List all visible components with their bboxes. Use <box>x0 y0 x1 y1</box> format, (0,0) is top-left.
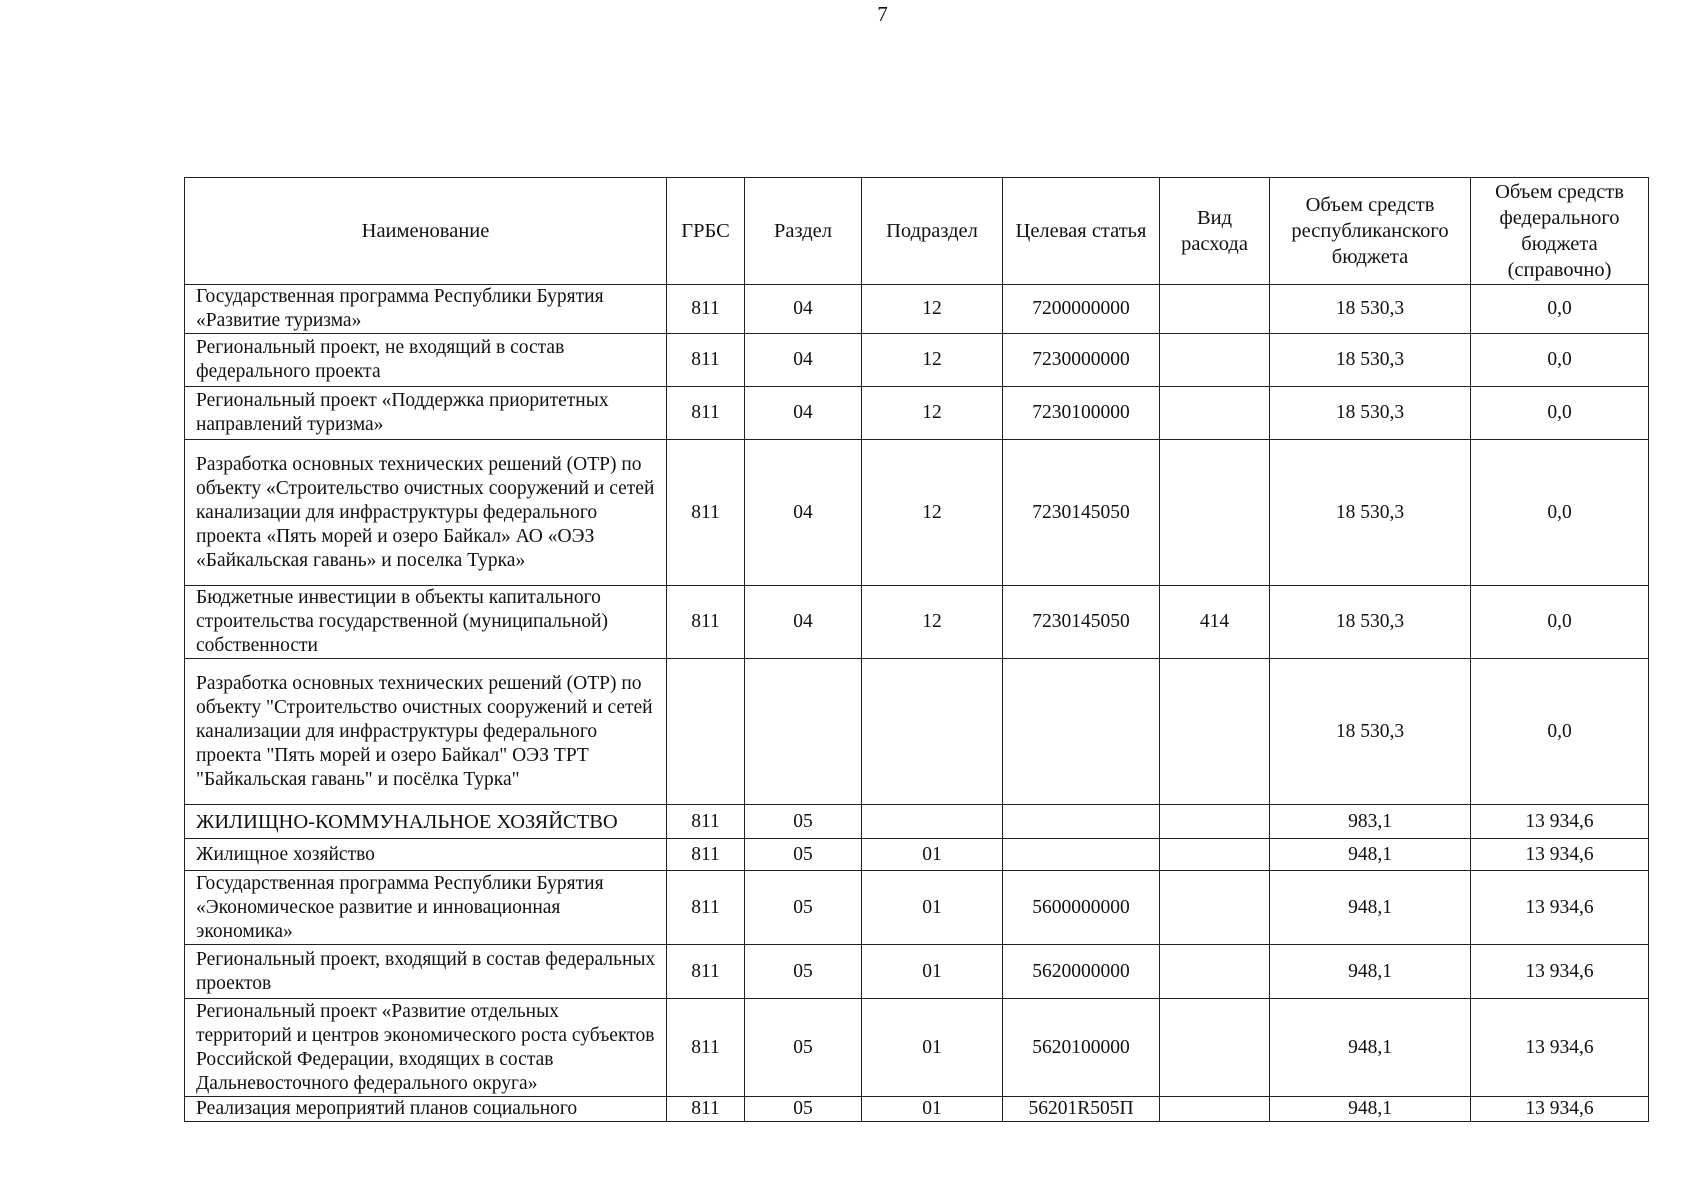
cell-name: Государственная программа Республики Бурятия «Развитие туризма» <box>185 285 667 334</box>
cell-federal: 13 934,6 <box>1471 945 1649 999</box>
cell-name: ЖИЛИЩНО-КОММУНАЛЬНОЕ ХОЗЯЙСТВО <box>185 805 667 839</box>
cell-subsection: 01 <box>862 839 1003 871</box>
cell-name: Жилищное хозяйство <box>185 839 667 871</box>
cell-section: 05 <box>745 805 862 839</box>
cell-subsection: 01 <box>862 871 1003 945</box>
cell-name: Разработка основных технических решений (ОТР) по объекту "Строительство очистных сооружений и сетей канализации для инфраструктуры федерального проекта "Пять морей и озеро Байкал" ОЭЗ ТРТ "Байкальская гавань" и посёлка Турка" <box>185 659 667 805</box>
cell-target: 5620100000 <box>1003 999 1160 1097</box>
cell-section: 04 <box>745 334 862 387</box>
cell-federal: 0,0 <box>1471 285 1649 334</box>
cell-target: 7200000000 <box>1003 285 1160 334</box>
cell-name: Разработка основных технических решений (ОТР) по объекту «Строительство очистных сооружений и сетей канализации для инфраструктуры федерального проекта «Пять морей и озеро Байкал» АО «ОЭЗ «Байкальская гавань» и поселка Турка» <box>185 440 667 586</box>
header-expense-type: Вид расхода <box>1160 178 1270 285</box>
cell-expense-type <box>1160 387 1270 440</box>
cell-target: 56201R505П <box>1003 1097 1160 1122</box>
cell-expense-type <box>1160 334 1270 387</box>
cell-grbs: 811 <box>667 871 745 945</box>
cell-grbs: 811 <box>667 285 745 334</box>
cell-grbs <box>667 659 745 805</box>
cell-republic: 18 530,3 <box>1270 659 1471 805</box>
cell-grbs: 811 <box>667 999 745 1097</box>
cell-expense-type <box>1160 1097 1270 1122</box>
cell-target: 5620000000 <box>1003 945 1160 999</box>
cell-subsection <box>862 659 1003 805</box>
cell-subsection <box>862 805 1003 839</box>
cell-republic: 18 530,3 <box>1270 440 1471 586</box>
header-target: Целевая статья <box>1003 178 1160 285</box>
cell-subsection: 12 <box>862 440 1003 586</box>
table-row <box>185 387 1649 440</box>
cell-target <box>1003 839 1160 871</box>
page-number: 7 <box>877 2 888 26</box>
cell-name: Бюджетные инвестиции в объекты капитального строительства государственной (муниципальной) собственности <box>185 586 667 659</box>
table-row <box>185 334 1649 387</box>
cell-target: 7230000000 <box>1003 334 1160 387</box>
cell-section: 04 <box>745 586 862 659</box>
table-row <box>185 945 1649 999</box>
cell-expense-type <box>1160 805 1270 839</box>
cell-target <box>1003 805 1160 839</box>
header-name: Наименование <box>185 178 667 285</box>
cell-subsection: 12 <box>862 334 1003 387</box>
cell-name: Государственная программа Республики Бурятия «Экономическое развитие и инновационная экономика» <box>185 871 667 945</box>
cell-grbs: 811 <box>667 839 745 871</box>
cell-expense-type <box>1160 440 1270 586</box>
table-row <box>185 839 1649 871</box>
cell-expense-type <box>1160 285 1270 334</box>
cell-name: Региональный проект, не входящий в состав федерального проекта <box>185 334 667 387</box>
table-row <box>185 285 1649 334</box>
cell-expense-type <box>1160 871 1270 945</box>
cell-grbs: 811 <box>667 440 745 586</box>
cell-target: 7230145050 <box>1003 440 1160 586</box>
budget-table <box>184 177 1649 1122</box>
cell-subsection: 01 <box>862 1097 1003 1122</box>
table-row <box>185 659 1649 805</box>
cell-federal: 0,0 <box>1471 387 1649 440</box>
cell-federal: 0,0 <box>1471 659 1649 805</box>
cell-subsection: 12 <box>862 586 1003 659</box>
cell-expense-type: 414 <box>1160 586 1270 659</box>
cell-target: 5600000000 <box>1003 871 1160 945</box>
cell-target: 7230145050 <box>1003 586 1160 659</box>
cell-expense-type <box>1160 659 1270 805</box>
cell-subsection: 12 <box>862 285 1003 334</box>
cell-grbs: 811 <box>667 586 745 659</box>
cell-expense-type <box>1160 945 1270 999</box>
header-section: Раздел <box>745 178 862 285</box>
cell-section: 05 <box>745 945 862 999</box>
table-header-row <box>185 178 1649 285</box>
cell-target <box>1003 659 1160 805</box>
table-row <box>185 1097 1649 1122</box>
cell-grbs: 811 <box>667 387 745 440</box>
cell-expense-type <box>1160 999 1270 1097</box>
cell-name: Региональный проект, входящий в состав федеральных проектов <box>185 945 667 999</box>
cell-name: Реализация мероприятий планов социального <box>185 1097 667 1122</box>
cell-federal: 0,0 <box>1471 586 1649 659</box>
cell-republic: 948,1 <box>1270 999 1471 1097</box>
cell-republic: 948,1 <box>1270 839 1471 871</box>
header-republic-budget: Объем средств республиканского бюджета <box>1270 178 1471 285</box>
cell-section: 04 <box>745 285 862 334</box>
table-row <box>185 871 1649 945</box>
cell-target: 7230100000 <box>1003 387 1160 440</box>
header-grbs: ГРБС <box>667 178 745 285</box>
cell-subsection: 12 <box>862 387 1003 440</box>
cell-republic: 948,1 <box>1270 945 1471 999</box>
cell-section: 05 <box>745 839 862 871</box>
header-subsection: Подраздел <box>862 178 1003 285</box>
cell-federal: 13 934,6 <box>1471 839 1649 871</box>
table-row <box>185 440 1649 586</box>
cell-grbs: 811 <box>667 1097 745 1122</box>
table-row <box>185 586 1649 659</box>
cell-federal: 13 934,6 <box>1471 871 1649 945</box>
cell-federal: 13 934,6 <box>1471 1097 1649 1122</box>
cell-republic: 948,1 <box>1270 1097 1471 1122</box>
cell-section: 05 <box>745 999 862 1097</box>
cell-federal: 13 934,6 <box>1471 999 1649 1097</box>
cell-section: 04 <box>745 387 862 440</box>
cell-subsection: 01 <box>862 999 1003 1097</box>
header-federal-budget: Объем средств федерального бюджета (справочно) <box>1471 178 1649 285</box>
cell-section: 04 <box>745 440 862 586</box>
cell-section: 05 <box>745 1097 862 1122</box>
table-row <box>185 999 1649 1097</box>
cell-republic: 983,1 <box>1270 805 1471 839</box>
cell-section: 05 <box>745 871 862 945</box>
cell-republic: 18 530,3 <box>1270 285 1471 334</box>
cell-republic: 18 530,3 <box>1270 334 1471 387</box>
cell-section <box>745 659 862 805</box>
cell-federal: 0,0 <box>1471 334 1649 387</box>
cell-republic: 948,1 <box>1270 871 1471 945</box>
cell-grbs: 811 <box>667 945 745 999</box>
cell-federal: 13 934,6 <box>1471 805 1649 839</box>
cell-grbs: 811 <box>667 334 745 387</box>
cell-republic: 18 530,3 <box>1270 387 1471 440</box>
cell-name: Региональный проект «Поддержка приоритетных направлений туризма» <box>185 387 667 440</box>
cell-subsection: 01 <box>862 945 1003 999</box>
cell-name: Региональный проект «Развитие отдельных территорий и центров экономического роста субъектов Российской Федерации, входящих в состав Дальневосточного федерального округа» <box>185 999 667 1097</box>
cell-expense-type <box>1160 839 1270 871</box>
cell-federal: 0,0 <box>1471 440 1649 586</box>
table-row <box>185 805 1649 839</box>
cell-republic: 18 530,3 <box>1270 586 1471 659</box>
cell-grbs: 811 <box>667 805 745 839</box>
